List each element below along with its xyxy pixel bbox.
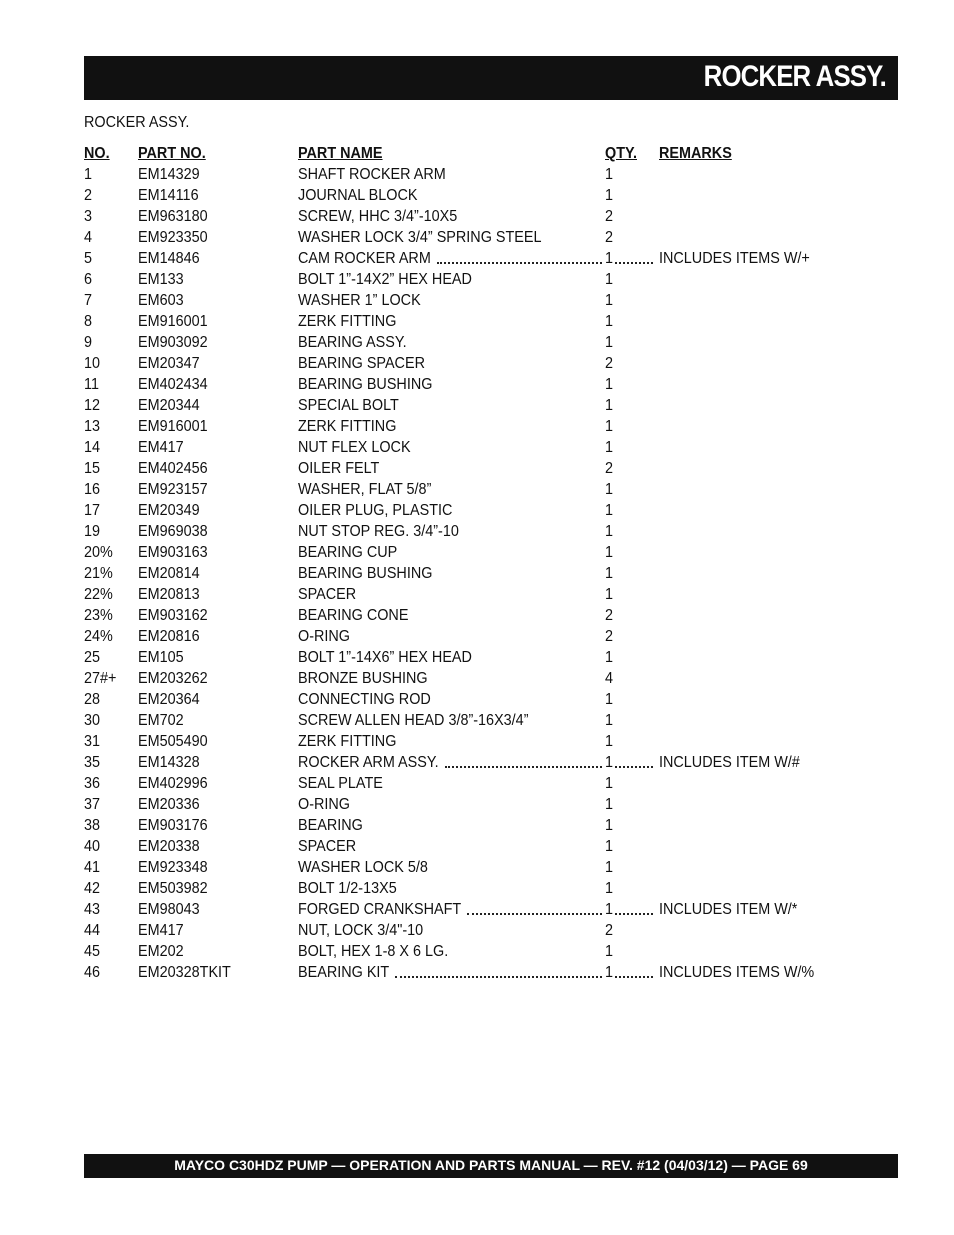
part-name: SPACER [298, 586, 357, 603]
part-number: EM923157 [138, 481, 208, 498]
table-row [84, 752, 844, 773]
item-number: 5 [84, 250, 93, 267]
quantity: 2 [605, 628, 614, 645]
quantity: 1 [605, 313, 614, 330]
item-number: 13 [84, 418, 101, 435]
item-number: 28 [84, 691, 101, 708]
quantity: 1 [605, 817, 614, 834]
section-label: ROCKER ASSY. [84, 114, 190, 131]
quantity: 1 [605, 943, 614, 960]
part-name: BEARING SPACER [298, 355, 425, 372]
part-name: NUT, LOCK 3/4"-10 [298, 922, 424, 939]
quantity: 1 [605, 418, 614, 435]
footer-text: MAYCO C30HDZ PUMP — OPERATION AND PARTS MANUAL — REV. #12 (04/03/12) — PAGE 69 [174, 1157, 808, 1173]
part-name: OILER PLUG, PLASTIC [298, 502, 453, 519]
dot-leader [615, 262, 653, 264]
part-name: WASHER LOCK 5/8 [298, 859, 428, 876]
item-number: 31 [84, 733, 101, 750]
item-number: 22% [84, 586, 113, 603]
part-number: EM702 [138, 712, 184, 729]
item-number: 27#+ [84, 670, 117, 687]
quantity: 1 [605, 481, 614, 498]
part-number: EM923348 [138, 859, 208, 876]
table-row [84, 542, 844, 563]
table-row [84, 374, 844, 395]
item-number: 10 [84, 355, 101, 372]
part-number: EM402456 [138, 460, 208, 477]
part-number: EM402996 [138, 775, 208, 792]
item-number: 25 [84, 649, 101, 666]
table-row [84, 227, 844, 248]
table-row [84, 185, 844, 206]
page-header-bar [84, 56, 898, 100]
table-row [84, 164, 844, 185]
table-row [84, 815, 844, 836]
part-number: EM916001 [138, 418, 208, 435]
quantity: 1 [605, 187, 614, 204]
parts-table [84, 143, 844, 983]
part-name: BOLT 1”-14X6” HEX HEAD [298, 649, 472, 666]
part-number: EM916001 [138, 313, 208, 330]
table-row [84, 836, 844, 857]
part-name: CAM ROCKER ARM [298, 250, 431, 267]
item-number: 12 [84, 397, 101, 414]
item-number: 20% [84, 544, 113, 561]
table-row [84, 584, 844, 605]
item-number: 8 [84, 313, 93, 330]
item-number: 14 [84, 439, 101, 456]
part-number: EM202 [138, 943, 184, 960]
quantity: 2 [605, 607, 614, 624]
item-number: 36 [84, 775, 101, 792]
item-number: 42 [84, 880, 101, 897]
part-number: EM14329 [138, 166, 200, 183]
table-row [84, 479, 844, 500]
dot-leader [615, 976, 653, 978]
item-number: 17 [84, 502, 101, 519]
part-number: EM603 [138, 292, 184, 309]
table-row [84, 353, 844, 374]
part-number: EM20336 [138, 796, 200, 813]
table-row [84, 878, 844, 899]
quantity: 1 [605, 964, 614, 981]
part-name: WASHER LOCK 3/4” SPRING STEEL [298, 229, 542, 246]
table-row [84, 668, 844, 689]
quantity: 1 [605, 523, 614, 540]
table-row [84, 311, 844, 332]
part-number: EM20813 [138, 586, 200, 603]
table-row [84, 731, 844, 752]
table-row [84, 521, 844, 542]
quantity: 1 [605, 271, 614, 288]
quantity: 2 [605, 460, 614, 477]
quantity: 1 [605, 775, 614, 792]
table-row [84, 290, 844, 311]
item-number: 41 [84, 859, 101, 876]
item-number: 35 [84, 754, 101, 771]
quantity: 1 [605, 838, 614, 855]
item-number: 19 [84, 523, 101, 540]
quantity: 1 [605, 166, 614, 183]
part-number: EM923350 [138, 229, 208, 246]
item-number: 37 [84, 796, 101, 813]
table-row [84, 773, 844, 794]
part-number: EM505490 [138, 733, 208, 750]
part-number: EM402434 [138, 376, 208, 393]
table-row [84, 563, 844, 584]
quantity: 1 [605, 796, 614, 813]
item-number: 16 [84, 481, 101, 498]
part-name: WASHER, FLAT 5/8” [298, 481, 432, 498]
part-name: BEARING KIT [298, 964, 390, 981]
item-number: 11 [84, 376, 99, 393]
part-name: WASHER 1” LOCK [298, 292, 421, 309]
table-row [84, 605, 844, 626]
table-row [84, 689, 844, 710]
part-name: SCREW ALLEN HEAD 3/8”-16X3/4” [298, 712, 529, 729]
part-name: BEARING [298, 817, 363, 834]
item-number: 38 [84, 817, 101, 834]
item-number: 30 [84, 712, 101, 729]
part-number: EM20347 [138, 355, 200, 372]
quantity: 2 [605, 208, 614, 225]
quantity: 1 [605, 376, 614, 393]
table-row [84, 416, 844, 437]
quantity: 2 [605, 355, 614, 372]
table-row [84, 206, 844, 227]
dot-leader [615, 766, 653, 768]
part-name: BRONZE BUSHING [298, 670, 428, 687]
table-row [84, 626, 844, 647]
table-row [84, 395, 844, 416]
table-row [84, 710, 844, 731]
item-number: 45 [84, 943, 101, 960]
part-number: EM20349 [138, 502, 200, 519]
quantity: 1 [605, 733, 614, 750]
quantity: 1 [605, 586, 614, 603]
table-row [84, 458, 844, 479]
quantity: 2 [605, 229, 614, 246]
part-number: EM417 [138, 922, 184, 939]
item-number: 9 [84, 334, 93, 351]
item-number: 40 [84, 838, 101, 855]
quantity: 1 [605, 397, 614, 414]
quantity: 1 [605, 334, 614, 351]
part-name: JOURNAL BLOCK [298, 187, 418, 204]
quantity: 1 [605, 565, 614, 582]
part-number: EM903176 [138, 817, 208, 834]
remarks: INCLUDES ITEM W/# [659, 754, 800, 771]
part-number: EM20344 [138, 397, 200, 414]
quantity: 1 [605, 250, 614, 267]
part-number: EM20364 [138, 691, 200, 708]
part-name: BOLT 1”-14X2” HEX HEAD [298, 271, 472, 288]
table-row [84, 857, 844, 878]
item-number: 46 [84, 964, 101, 981]
table-row [84, 332, 844, 353]
quantity: 4 [605, 670, 614, 687]
part-name: ZERK FITTING [298, 418, 397, 435]
part-name: SHAFT ROCKER ARM [298, 166, 446, 183]
dot-leader [395, 976, 602, 978]
item-number: 1 [84, 166, 93, 183]
column-header-part-name: PART NAME [298, 145, 383, 162]
table-header-row [84, 143, 844, 164]
dot-leader [445, 766, 602, 768]
quantity: 1 [605, 754, 614, 771]
part-name: BEARING BUSHING [298, 565, 433, 582]
quantity: 1 [605, 649, 614, 666]
column-header-part-no: PART NO. [138, 145, 206, 162]
part-name: BOLT 1/2-13X5 [298, 880, 397, 897]
part-name: ZERK FITTING [298, 313, 397, 330]
part-number: EM14116 [138, 187, 199, 204]
part-number: EM20814 [138, 565, 200, 582]
dot-leader [437, 262, 602, 264]
part-name: OILER FELT [298, 460, 380, 477]
item-number: 3 [84, 208, 93, 225]
part-name: O-RING [298, 796, 351, 813]
remarks: INCLUDES ITEMS W/+ [659, 250, 810, 267]
part-number: EM903092 [138, 334, 208, 351]
table-row [84, 437, 844, 458]
item-number: 43 [84, 901, 101, 918]
quantity: 1 [605, 691, 614, 708]
part-number: EM503982 [138, 880, 208, 897]
dot-leader [615, 913, 653, 915]
part-name: O-RING [298, 628, 351, 645]
part-name: ZERK FITTING [298, 733, 397, 750]
part-name: BEARING CUP [298, 544, 398, 561]
part-name: BEARING BUSHING [298, 376, 433, 393]
table-row [84, 899, 844, 920]
part-name: BOLT, HEX 1-8 X 6 LG. [298, 943, 449, 960]
part-number: EM203262 [138, 670, 208, 687]
table-row [84, 647, 844, 668]
table-row [84, 248, 844, 269]
part-number: EM903163 [138, 544, 208, 561]
quantity: 1 [605, 901, 614, 918]
quantity: 1 [605, 712, 614, 729]
part-name: BEARING CONE [298, 607, 409, 624]
dot-leader [467, 913, 602, 915]
page-title: ROCKER ASSY. [703, 60, 886, 93]
item-number: 23% [84, 607, 113, 624]
quantity: 1 [605, 544, 614, 561]
page-footer-bar [84, 1154, 898, 1178]
item-number: 7 [84, 292, 93, 309]
quantity: 1 [605, 439, 614, 456]
column-header-no: NO. [84, 145, 110, 162]
part-name: ROCKER ARM ASSY. [298, 754, 439, 771]
part-number: EM903162 [138, 607, 208, 624]
part-number: EM20328TKIT [138, 964, 231, 981]
part-number: EM133 [138, 271, 184, 288]
part-number: EM20338 [138, 838, 200, 855]
quantity: 1 [605, 292, 614, 309]
item-number: 21% [84, 565, 113, 582]
part-number: EM20816 [138, 628, 200, 645]
part-number: EM105 [138, 649, 184, 666]
quantity: 1 [605, 859, 614, 876]
item-number: 44 [84, 922, 101, 939]
table-row [84, 962, 844, 983]
table-row [84, 269, 844, 290]
remarks: INCLUDES ITEMS W/% [659, 964, 815, 981]
item-number: 2 [84, 187, 93, 204]
part-number: EM14328 [138, 754, 200, 771]
remarks: INCLUDES ITEM W/* [659, 901, 798, 918]
part-number: EM969038 [138, 523, 208, 540]
table-row [84, 941, 844, 962]
part-name: SEAL PLATE [298, 775, 383, 792]
part-name: CONNECTING ROD [298, 691, 431, 708]
part-name: BEARING ASSY. [298, 334, 407, 351]
part-number: EM14846 [138, 250, 200, 267]
part-number: EM963180 [138, 208, 208, 225]
item-number: 24% [84, 628, 113, 645]
part-name: NUT STOP REG. 3/4”-10 [298, 523, 459, 540]
item-number: 15 [84, 460, 101, 477]
column-header-remarks: REMARKS [659, 145, 732, 162]
part-name: SCREW, HHC 3/4”-10X5 [298, 208, 458, 225]
table-row [84, 920, 844, 941]
column-header-qty: QTY. [605, 145, 638, 162]
table-row [84, 794, 844, 815]
part-name: SPACER [298, 838, 357, 855]
part-number: EM417 [138, 439, 184, 456]
part-name: FORGED CRANKSHAFT [298, 901, 462, 918]
quantity: 2 [605, 922, 614, 939]
quantity: 1 [605, 880, 614, 897]
item-number: 4 [84, 229, 93, 246]
table-row [84, 500, 844, 521]
table-body [84, 164, 844, 983]
item-number: 6 [84, 271, 93, 288]
part-name: NUT FLEX LOCK [298, 439, 411, 456]
quantity: 1 [605, 502, 614, 519]
part-number: EM98043 [138, 901, 200, 918]
part-name: SPECIAL BOLT [298, 397, 399, 414]
